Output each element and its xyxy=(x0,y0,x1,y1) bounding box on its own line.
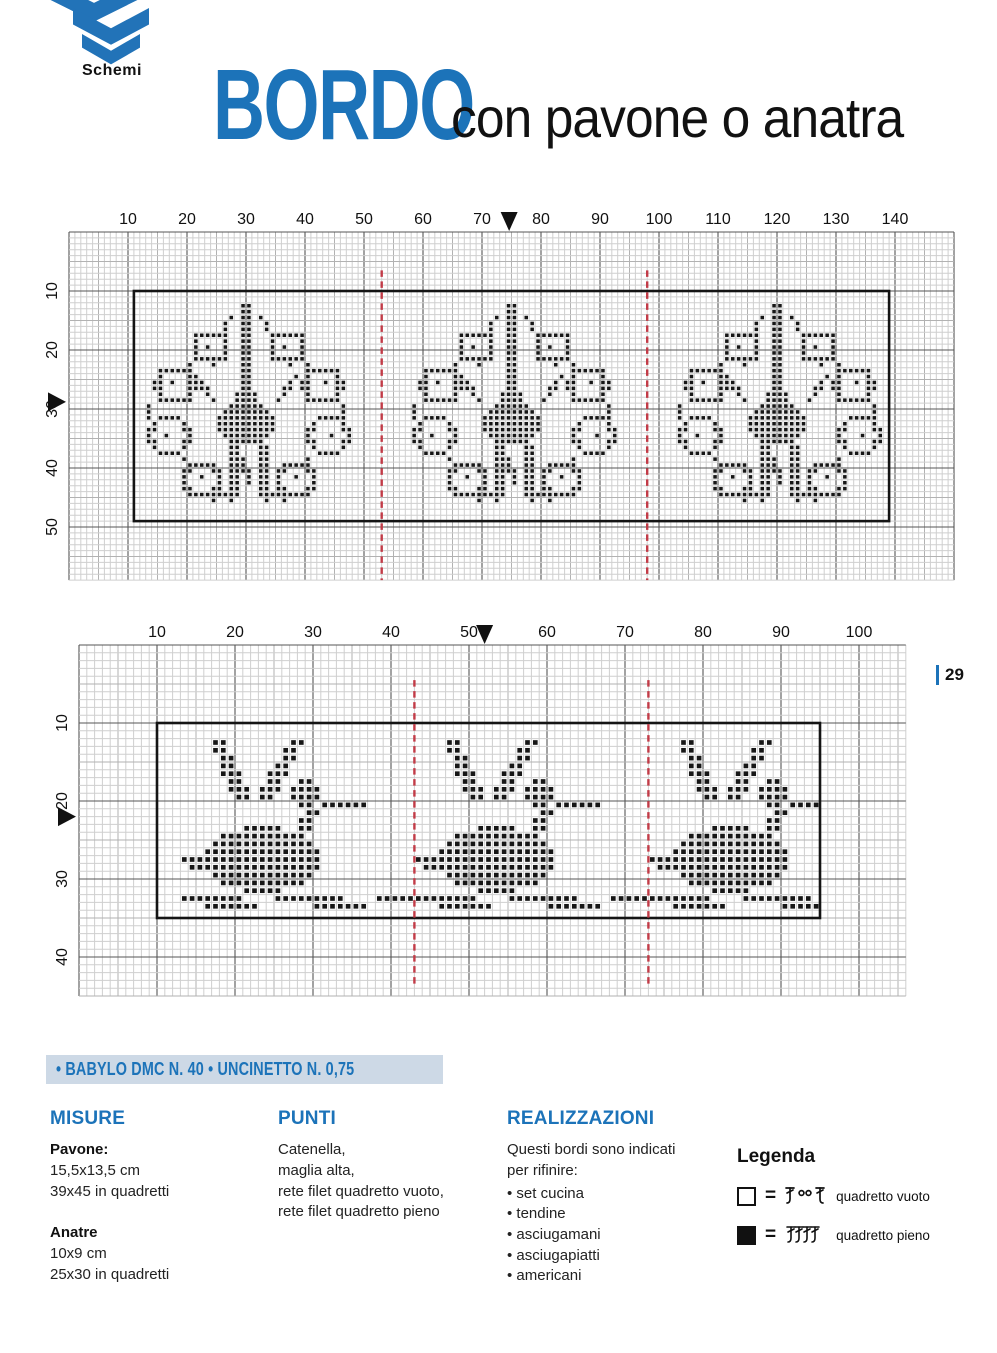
legend-row-pieno: = quadretto pieno xyxy=(737,1224,977,1246)
misure-heading: MISURE xyxy=(50,1108,126,1129)
page-number: 29 xyxy=(936,665,964,685)
realizzazioni-heading: REALIZZAZIONI xyxy=(507,1108,655,1129)
misure-group-pavone: Pavone: 15,5x13,5 cm 39x45 in quadretti xyxy=(50,1141,170,1200)
list-item: • americani xyxy=(507,1267,582,1285)
punti-heading: PUNTI xyxy=(278,1108,336,1129)
pavone-filet-chart xyxy=(40,196,965,592)
legend xyxy=(737,1146,977,1246)
realizzazioni-list xyxy=(507,1184,742,1287)
section-punti: PUNTI Catenella, maglia alta, rete filet quadretto vuoto, rete filet quadretto pieno xyxy=(278,1106,503,1223)
materials-bar xyxy=(46,1055,443,1084)
title-main: BORDO xyxy=(213,49,474,161)
materials-text: • BABYLO DMC N. 40 • UNCINETTO N. 0,75 xyxy=(56,1059,355,1079)
four-double-crochet-icon xyxy=(785,1224,827,1246)
double-crochet-chain-icon xyxy=(785,1185,827,1207)
legend-row-vuoto: = quadretto vuoto xyxy=(737,1185,977,1207)
empty-square-icon xyxy=(737,1187,756,1206)
schemi-logo xyxy=(0,0,170,95)
section-misure xyxy=(50,1106,260,1285)
legend-heading: Legenda xyxy=(737,1146,816,1167)
title-subtitle: con pavone o anatra xyxy=(451,86,904,149)
page-title xyxy=(213,49,973,161)
list-item: • asciugamani xyxy=(507,1225,601,1243)
logo-label: Schemi xyxy=(82,62,142,79)
anatra-filet-chart xyxy=(40,618,925,1018)
list-item: • tendine xyxy=(507,1205,566,1223)
list-item: • set cucina xyxy=(507,1184,584,1202)
misure-group-anatre: Anatre 10x9 cm 25x30 in quadretti xyxy=(50,1224,170,1283)
list-item: • asciugapiatti xyxy=(507,1246,600,1264)
section-realizzazioni: REALIZZAZIONI Questi bordi sono indicati per rifinire: • set cucina • tendine • asciugamani • asciugapiatti • americani xyxy=(507,1106,742,1287)
filled-square-icon xyxy=(737,1226,756,1245)
page-number-bar xyxy=(936,665,939,685)
